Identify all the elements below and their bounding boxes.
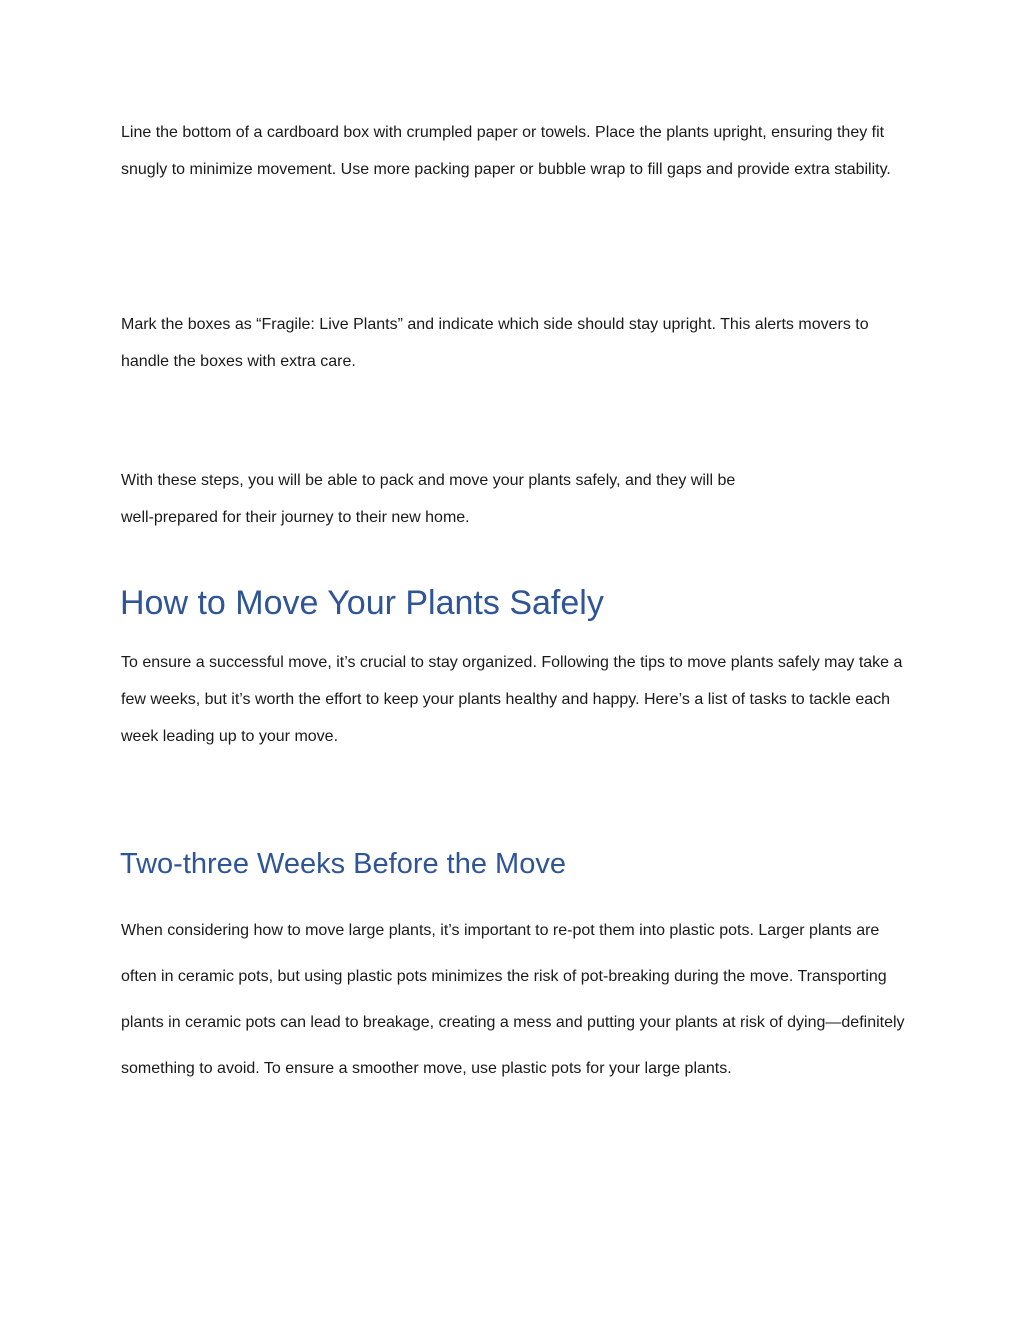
paragraph-conclusion: [121, 462, 911, 536]
paragraph-packing-box: [121, 114, 911, 188]
paragraph-text: Mark the boxes as “Fragile: Live Plants” and indicate which side should stay upright. This alerts movers to handle the boxes with extra care.: [121, 316, 869, 370]
paragraph-text: [121, 462, 911, 536]
paragraph-line: With these steps, you will be able to pack and move your plants safely, and they will be: [121, 472, 736, 489]
subsection-heading: Two-three Weeks Before the Move: [120, 848, 566, 880]
section-heading: How to Move Your Plants Safely: [120, 584, 604, 622]
paragraph-text: When considering how to move large plants, it’s important to re-pot them into plastic pots. Larger plants are often in ceramic pots, but using plastic pots minimizes the risk of pot-breaking during the move. Transporting plants in ceramic pots can lead to breakage, creating a mess and putting your plants at risk of dying—definitely something to avoid. To ensure a smoother move, use plastic pots for your large plants.: [121, 922, 905, 1077]
paragraph-line: well-prepared for their journey to their new home.: [121, 509, 470, 526]
paragraph-fragile-label: [121, 306, 911, 380]
paragraph-text: To ensure a successful move, it’s crucial to stay organized. Following the tips to move plants safely may take a few weeks, but it’s worth the effort to keep your plants healthy and happy. Here’s a list of tasks to tackle each week leading up to your move.: [121, 654, 903, 745]
paragraph-intro: [121, 644, 911, 755]
paragraph-text: Line the bottom of a cardboard box with crumpled paper or towels. Place the plants upright, ensuring they fit snugly to minimize movement. Use more packing paper or bubble wrap to fill gaps and provide extra stability.: [121, 124, 891, 178]
paragraph-repot: [121, 908, 911, 1092]
